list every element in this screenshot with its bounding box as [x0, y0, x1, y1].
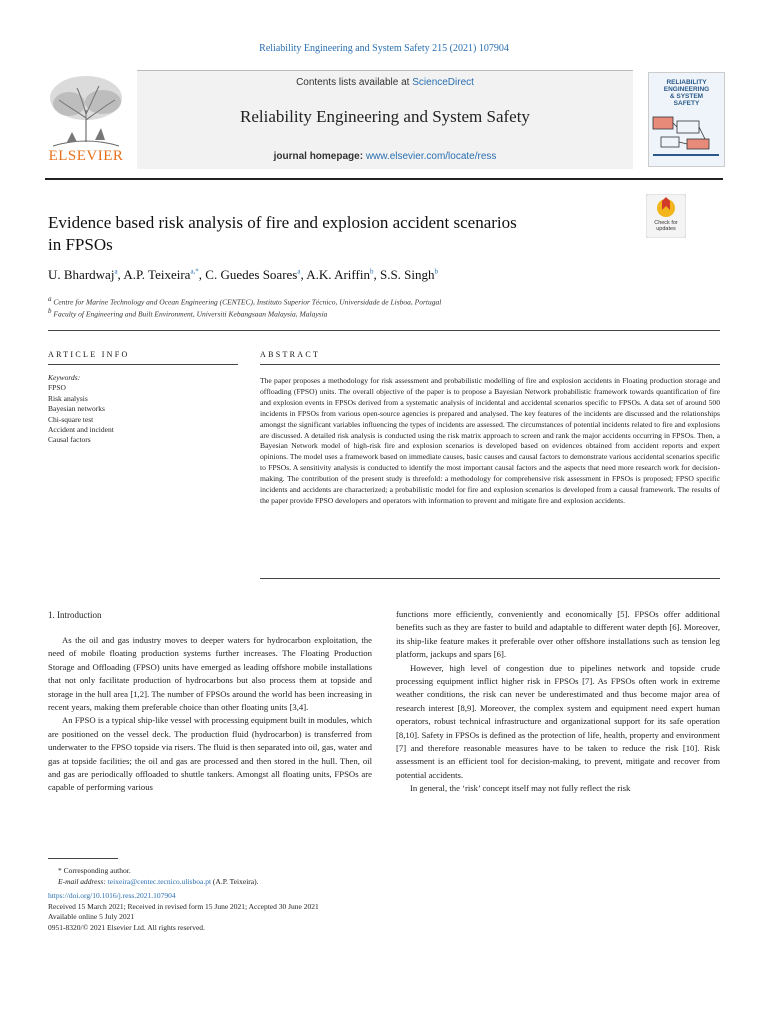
- copyright-line: 0951-8320/© 2021 Elsevier Ltd. All rights reserved.: [48, 922, 205, 932]
- introduction-heading: 1. Introduction: [48, 610, 102, 620]
- received-dates: Received 15 March 2021; Received in revised form 15 June 2021; Accepted 30 June 2021: [48, 901, 319, 911]
- left-column: [48, 634, 372, 795]
- email-suffix: (A.P. Teixeira).: [211, 876, 259, 886]
- body-paragraph: functions more efficiently, conveniently and economically [5]. FPSOs offer additional benefits such as they are faster to build and adaptable to different water depth [6]. Moreover, its ship-like feature makes it preferable over other offshore installations such as tension leg platform, jackups and spars [6].: [396, 609, 720, 660]
- email-link[interactable]: teixeira@centec.tecnico.ulisboa.pt: [107, 876, 212, 886]
- author-list: U. Bhardwaj$^a$, A.P. Teixeira$^{a,*}$, C. Guedes Soares$^a$, A.K. Ariffin$^b$, S.S. Singh$^b$: [48, 267, 439, 282]
- author-name: A.K. Ariffin: [306, 267, 370, 282]
- homepage-prefix: journal homepage:: [273, 151, 366, 162]
- contents-line: [137, 77, 633, 88]
- cover-graphic: [649, 111, 724, 163]
- author[interactable]: [380, 267, 438, 282]
- keyword[interactable]: Causal factors: [48, 435, 91, 445]
- affiliation-marker: a: [48, 295, 52, 303]
- body-paragraph: As the oil and gas industry moves to deeper waters for hydrocarbon exploitation, the need of mobile floating production systems further increases. The Floating Production Storage and Offloading (FPSO) units have emerged as leading offshore mobile installations that not only facilitate production of hydrocarbons but also process them at topside and storage in the hull area [1,2]. The number of FPSOs around the world has been increasing in recent years, making them preferable choice than other floating units [3,4].: [48, 635, 372, 713]
- article-title-line: Evidence based risk analysis of fire and explosion accident scenarios: [48, 213, 517, 232]
- elsevier-logo: [45, 70, 127, 166]
- journal-cover-thumbnail: [648, 72, 725, 167]
- running-head[interactable]: Reliability Engineering and System Safety 215 (2021) 107904: [259, 43, 509, 54]
- body-paragraph: An FPSO is a typical ship-like vessel with processing equipment built in modules, which are positioned on the vessel deck. The production fluid (hydrocarbon) is transferred from underwater to the FPSO topside via risers. The fluid is then separated into oil, gas, water and gas at topside facilities; the oil and gas are processed and then stored in the hull. Then, oil and gas are periodically offloaded to shuttle tankers. Amongst all floating units, FPSOs are capable of performing various: [48, 715, 372, 793]
- keyword[interactable]: Chi-square test: [48, 414, 94, 424]
- journal-info-box: [137, 70, 633, 169]
- author[interactable]: [123, 267, 198, 282]
- article-info-heading: ARTICLE INFO: [48, 350, 130, 359]
- author-affiliation-marker[interactable]: b: [369, 267, 374, 276]
- author-name: A.P. Teixeira: [123, 267, 191, 282]
- abstract-bottom-rule: [260, 578, 720, 579]
- cover-title: [649, 79, 724, 107]
- abstract-heading: ABSTRACT: [260, 350, 321, 359]
- available-online: Available online 5 July 2021: [48, 912, 135, 921]
- abstract-rule: [260, 364, 720, 365]
- author-name: S.S. Singh: [379, 267, 435, 282]
- author-name: C. Guedes Soares: [205, 267, 298, 282]
- affiliation-marker: b: [48, 307, 52, 315]
- check-for-updates-label: Check for updates: [654, 220, 678, 232]
- cover-title-line: ENGINEERING: [663, 86, 710, 93]
- keyword[interactable]: Accident and incident: [48, 425, 114, 435]
- contents-prefix: Contents lists available at: [296, 77, 413, 88]
- abstract-text: The paper proposes a methodology for risk assessment and probabilistic modelling of fire and explosion accidents in Floating production storage and offloading (FPSO) units. The overall objective of the paper is to propose a Bayesian Network probabilistic framework towards quantification of fire and explosion events in FPSOs derived from a systematic analysis of incidental and accidental scenarios specific to FPSOs. A data set of around 500 incidents in FPSOs from various open-source agencies is prepared and analysed. The key features of the incidents are discussed and the relationships amongst the significant variables influencing the types of incidents are assessed. The circumstances of potential incidents related to fire and explosions are discussed. A detailed risk analysis is conducted using the risk matrix approach to screen and rank the major accidents occurring in FPSOs. Then, a Bayesian Network model of high-risk fire and explosion scenarios is developed based on evidences obtained from accident reports and expert opinions. The model uses a framework based on immediate causes, basic causes and causal factors to demonstrate various accidental scenarios specific to FPSOs. A sensitivity analysis is conducted to identify the most important causal factors and the aspects that need more research work for decision-making. The contribution of the present study is threefold: a methodology for comprehensive risk assessment in FPSOs is proposed; FPSO specific incidents and accidents are characterized; a probabilistic model for fire and explosion scenarios is developed from a causal framework. The results of the paper provide FPSO developers and operators with information to prevent and mitigate fire and explosion accidents.: [260, 376, 720, 505]
- article-title: [48, 212, 618, 256]
- elsevier-wordmark: ELSEVIER: [48, 148, 124, 164]
- footnotes: [48, 866, 319, 933]
- author-affiliation-marker[interactable]: a: [297, 267, 301, 276]
- author-affiliation-marker[interactable]: a: [114, 267, 118, 276]
- email-label: E-mail address:: [58, 876, 108, 886]
- affiliation: [48, 295, 441, 307]
- affiliation-text: Faculty of Engineering and Built Environment, Universiti Kebangsaan Malaysia, Malaysia: [53, 309, 328, 319]
- affiliation-text: Centre for Marine Technology and Ocean Engineering (CENTEC), Instituto Superior Técnico, Universidade de Lisboa, Portugal: [53, 297, 442, 307]
- journal-homepage-link[interactable]: www.elsevier.com/locate/ress: [365, 151, 497, 162]
- author-name: U. Bhardwaj: [48, 267, 115, 282]
- keywords-block: [48, 373, 238, 446]
- check-for-updates-badge[interactable]: [646, 194, 686, 238]
- footnote-marker: *: [58, 866, 62, 875]
- author[interactable]: [306, 267, 373, 282]
- keyword[interactable]: Bayesian networks: [48, 404, 105, 414]
- article-info-rule: [48, 364, 238, 365]
- homepage-line: [137, 151, 633, 162]
- right-column: [396, 608, 720, 796]
- header-rule: [48, 330, 720, 331]
- cover-title-line: SAFETY: [673, 100, 700, 107]
- article-title-line: in FPSOs: [48, 235, 113, 254]
- keyword[interactable]: FPSO: [48, 383, 66, 393]
- footnote-rule: [48, 858, 118, 859]
- body-paragraph: However, high level of congestion due to pipelines network and topside crude processing equipment inflict higher risk in FPSOs [7]. As FPSOs often work in extreme weather conditions, the risk can never be underestimated and thus become major area of research interest [8,9]. Moreover, the complex system and equipment need expert human operators, robust technical infrastructure and organizational support for its safe operation [8,10]. Safety in FPSOs is defined as the protection of life, health, property and environment [7] and therefore reasonable measures have to be taken to reduce the risk [10]. Risk assessment is an efficient tool for decision-making, to prevent, mitigate and recover from potential accidents.: [396, 662, 720, 780]
- email-note: [48, 877, 319, 888]
- sciencedirect-link[interactable]: ScienceDirect: [412, 77, 474, 88]
- masthead-rule: [45, 178, 723, 180]
- author-affiliation-marker[interactable]: b: [434, 267, 439, 276]
- keywords-label: Keywords:: [48, 373, 81, 382]
- keyword[interactable]: Risk analysis: [48, 393, 88, 403]
- cover-title-line: & SYSTEM: [669, 93, 704, 100]
- author-affiliation-marker[interactable]: a,*: [190, 267, 199, 276]
- journal-title: Reliability Engineering and System Safety: [240, 107, 530, 126]
- footnote-text: Corresponding author.: [63, 866, 131, 875]
- affiliation: [48, 307, 327, 319]
- body-paragraph: In general, the ‘risk’ concept itself may not fully reflect the risk: [410, 783, 631, 794]
- cover-title-line: RELIABILITY: [666, 79, 707, 86]
- journal-masthead: [45, 70, 723, 168]
- author[interactable]: [48, 267, 118, 282]
- corresponding-author-note: [48, 866, 319, 877]
- author[interactable]: [205, 267, 300, 282]
- doi-link[interactable]: https://doi.org/10.1016/j.ress.2021.107904: [48, 891, 176, 900]
